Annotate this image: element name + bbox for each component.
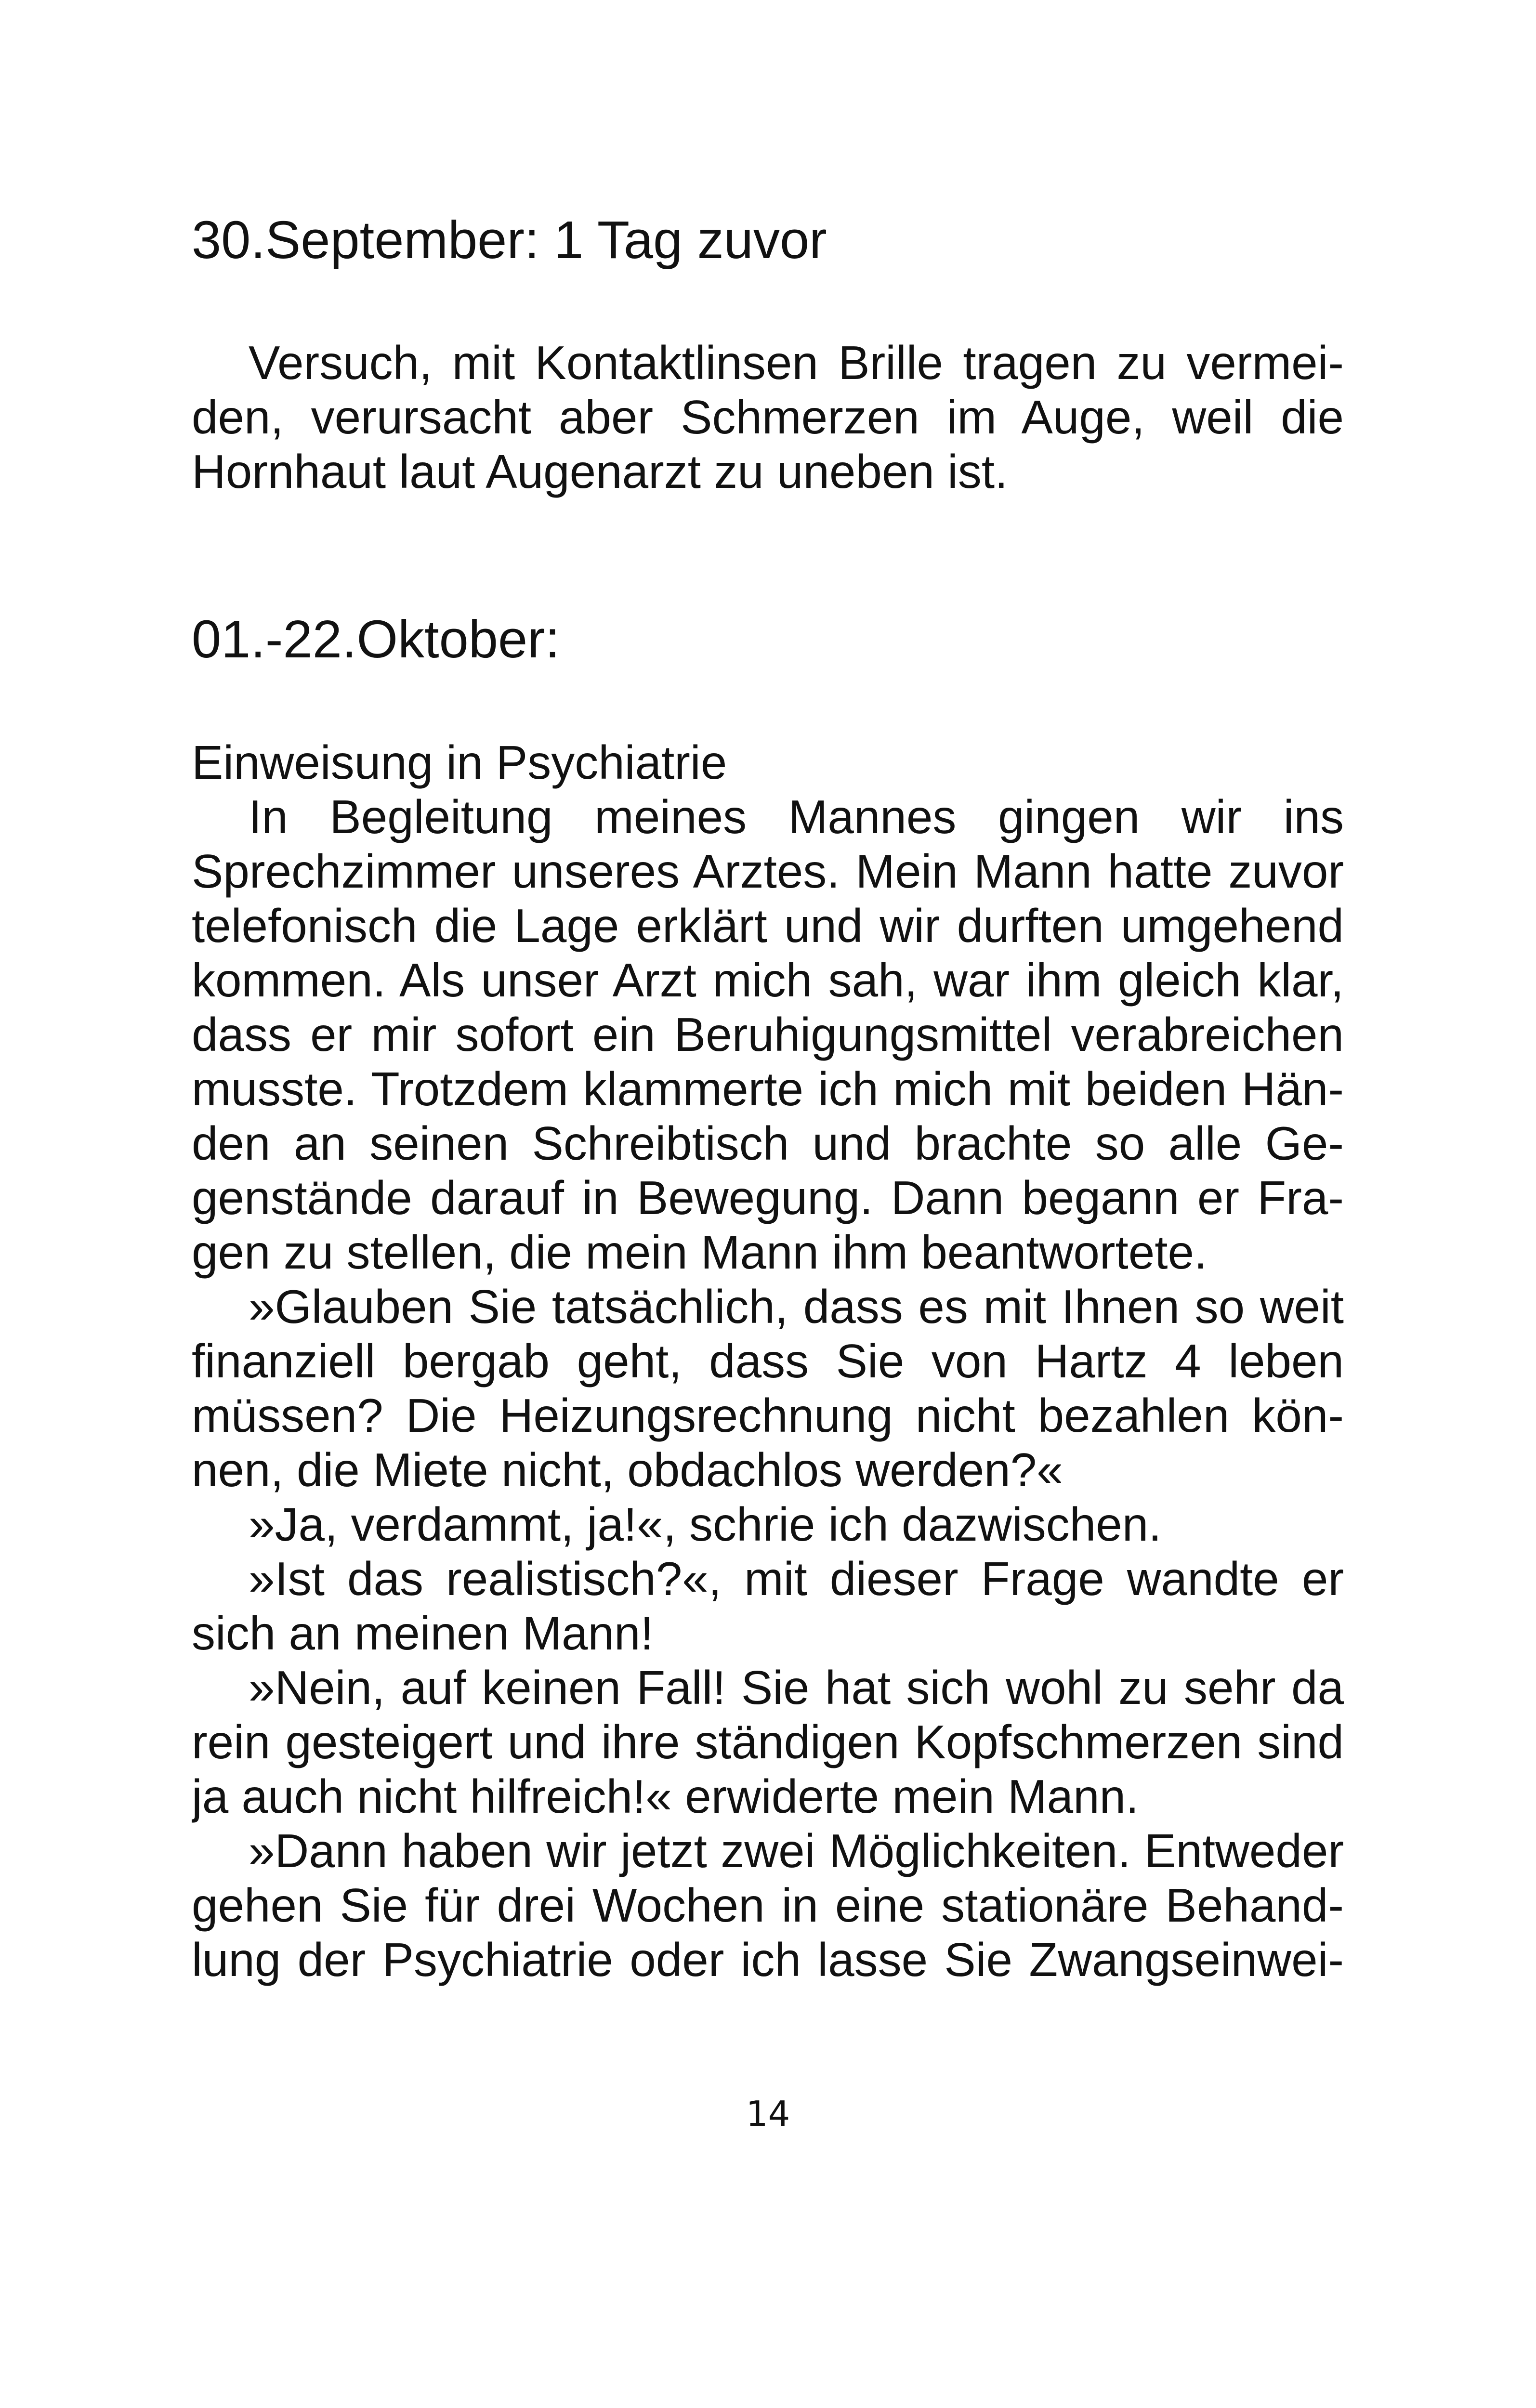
text-line: finanziell bergab geht, dass Sie von Hartz 4 leben: [192, 1335, 1344, 1387]
text-line: »Nein, auf keinen Fall! Sie hat sich wohl zu sehr da: [249, 1661, 1344, 1714]
text-line: lung der Psychiatrie oder ich lasse Sie Zwangseinwei-: [192, 1933, 1344, 1986]
text-line: musste. Trotzdem klammerte ich mich mit beiden Hän-: [192, 1062, 1344, 1115]
paragraph-psychiatry: [192, 735, 1344, 1987]
text-line: den an seinen Schreibtisch und brachte so alle Ge-: [192, 1117, 1344, 1170]
text-line: telefonisch die Lage erklärt und wir durften umgehend: [192, 899, 1344, 952]
text-line: müssen? Die Heizungsrechnung nicht bezahlen kön-: [192, 1389, 1344, 1442]
text-line: »Glauben Sie tatsächlich, dass es mit Ihnen so weit: [249, 1280, 1344, 1333]
text-line: »Dann haben wir jetzt zwei Möglichkeiten. Entweder: [249, 1824, 1344, 1877]
text-line: »Ja, verdammt, ja!«, schrie ich dazwischen.: [249, 1498, 1162, 1551]
text-line: kommen. Als unser Arzt mich sah, war ihm gleich klar,: [192, 954, 1344, 1007]
text-line: gen zu stellen, die mein Mann ihm beantwortete.: [192, 1226, 1208, 1279]
text-line: ja auch nicht hilfreich!« erwiderte mein Mann.: [192, 1770, 1139, 1823]
text-line: den, verursacht aber Schmerzen im Auge, weil die: [192, 391, 1344, 444]
section-heading-october: 01.-22.Oktober:: [192, 610, 560, 669]
text-line: dass er mir sofort ein Beruhigungsmittel verabreichen: [192, 1008, 1344, 1061]
text-line: Sprechzimmer unseres Arztes. Mein Mann hatte zuvor: [192, 845, 1344, 898]
text-line: In Begleitung meines Mannes gingen wir ins: [249, 790, 1344, 843]
subheading: Einweisung in Psychiatrie: [192, 736, 727, 789]
text-line: gehen Sie für drei Wochen in eine stationäre Behand-: [192, 1879, 1344, 1932]
text-line: Versuch, mit Kontaktlinsen Brille tragen zu vermei-: [249, 336, 1344, 389]
paragraph-contact-lenses: [192, 336, 1344, 499]
text-line: »Ist das realistisch?«, mit dieser Frage wandte er: [249, 1552, 1344, 1605]
section-heading-september: 30.September: 1 Tag zuvor: [192, 210, 827, 270]
page-number: 14: [746, 2094, 790, 2134]
text-line: nen, die Miete nicht, obdachlos werden?«: [192, 1443, 1063, 1496]
text-line: Hornhaut laut Augenarzt zu uneben ist.: [192, 445, 1008, 498]
text-line: sich an meinen Mann!: [192, 1607, 654, 1660]
text-line: rein gesteigert und ihre ständigen Kopfschmerzen sind: [192, 1715, 1344, 1768]
text-line: genstände darauf in Bewegung. Dann begann er Fra-: [192, 1171, 1344, 1224]
